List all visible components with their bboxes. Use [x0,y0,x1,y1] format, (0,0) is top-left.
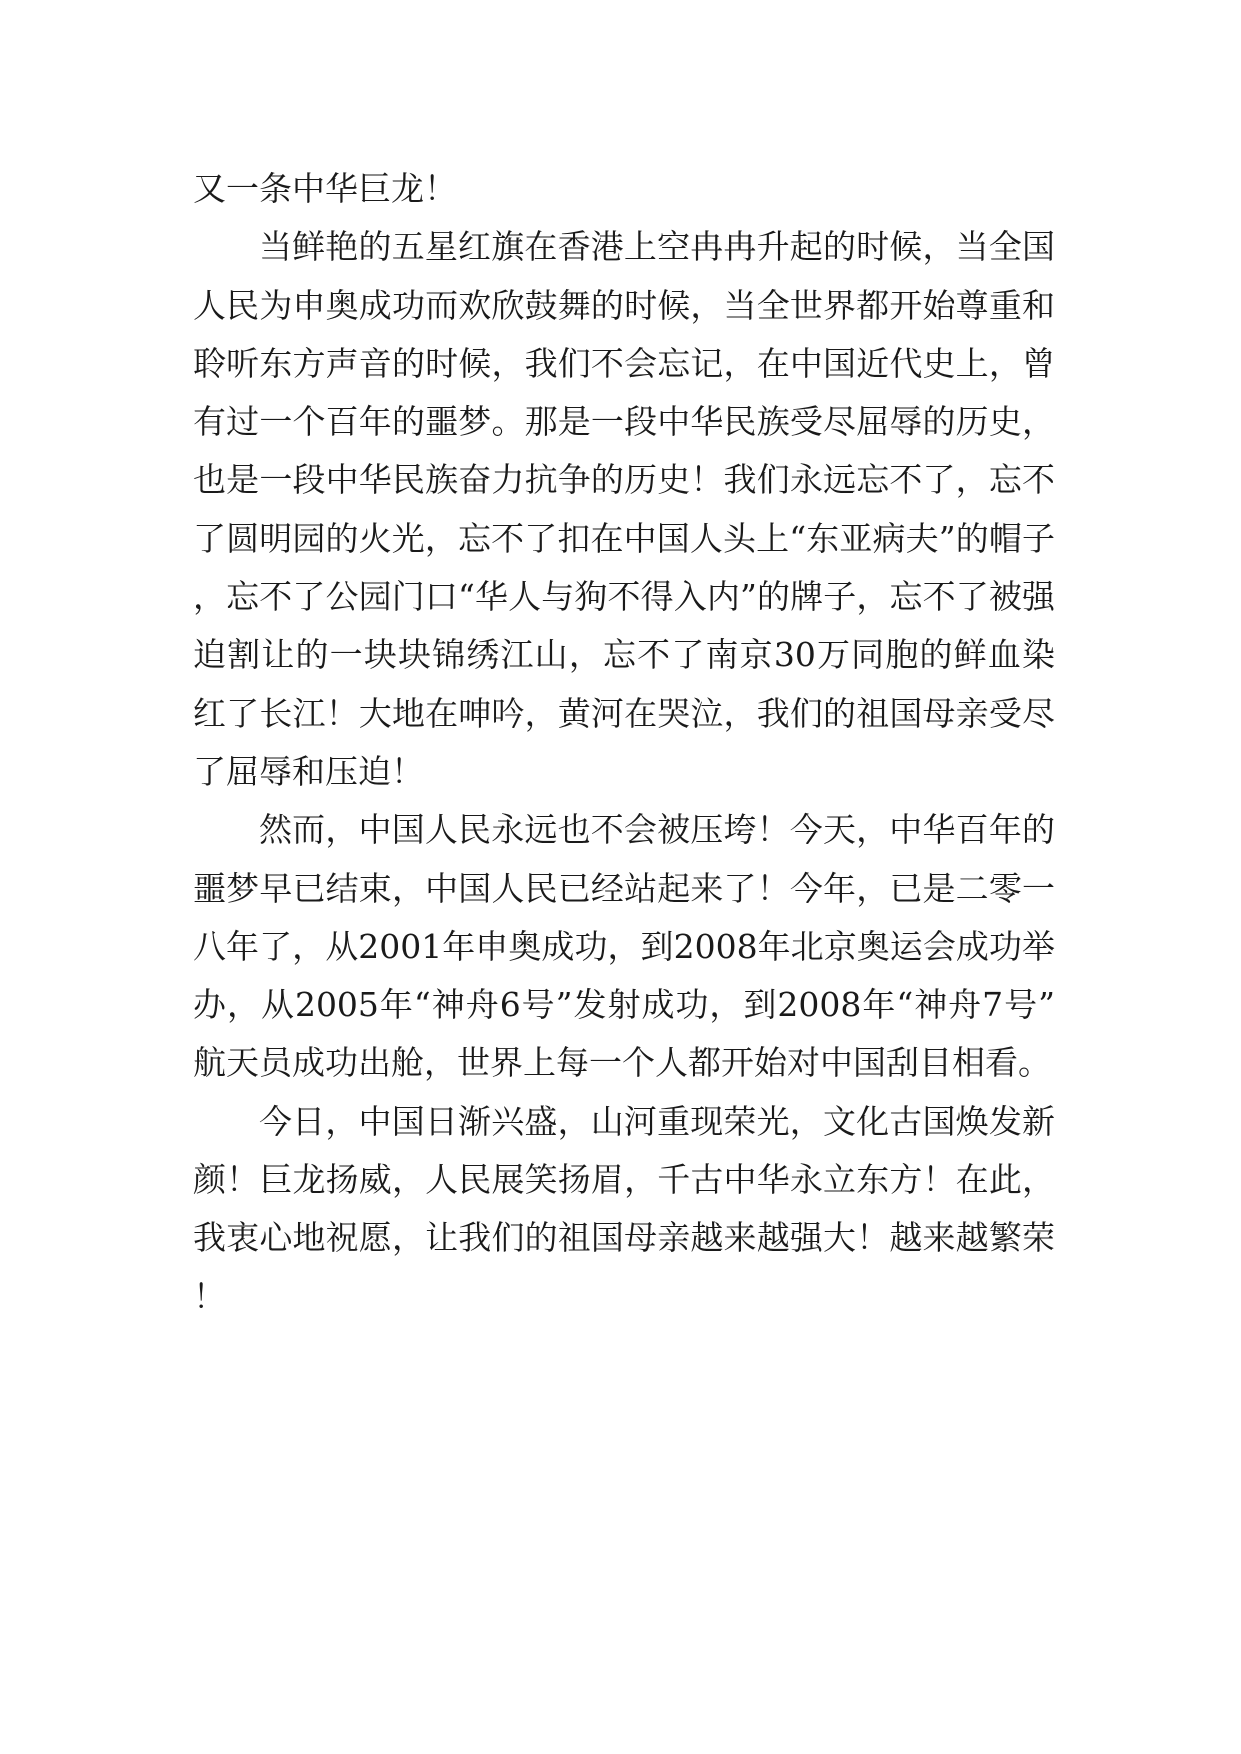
paragraph-continuation: 又一条中华巨龙！ [193,169,457,208]
paragraph-rise-achievements: 然而，中国人民永远也不会被压垮！今天，中华百年的噩梦早已结束，中国人民已经站起来了！今年，已是二零一八年了，从2001年申奥成功，到2008年北京奥运会成功举办，从2005年“神舟6号”发射成功，到2008年“神舟7号”航天员成功出舱，世界上每一个人都开始对中国刮目相看。 [193,810,1055,1083]
paragraph-blessing: 今日，中国日渐兴盛，山河重现荣光，文化古国焕发新颜！巨龙扬威，人民展笑扬眉，千古中华永立东方！在此，我衷心地祝愿，让我们的祖国母亲越来越强大！越来越繁荣！ [193,1101,1055,1316]
document-body [193,160,1055,1326]
paragraph-hong-kong-memory: 当鲜艳的五星红旗在香港上空冉冉升起的时候，当全国人民为申奥成功而欢欣鼓舞的时候，当全世界都开始尊重和聆听东方声音的时候，我们不会忘记，在中国近代史上，曾有过一个百年的噩梦。那是一段中华民族受尽屈辱的历史，也是一段中华民族奋力抗争的历史！我们永远忘不了，忘不了圆明园的火光，忘不了扣在中国人头上“东亚病夫”的帽子，忘不了公园门口“华人与狗不得入内”的牌子，忘不了被强迫割让的一块块锦绣江山，忘不了南京30万同胞的鲜血染红了长江！大地在呻吟，黄河在哭泣，我们的祖国母亲受尽了屈辱和压迫！ [193,227,1055,791]
